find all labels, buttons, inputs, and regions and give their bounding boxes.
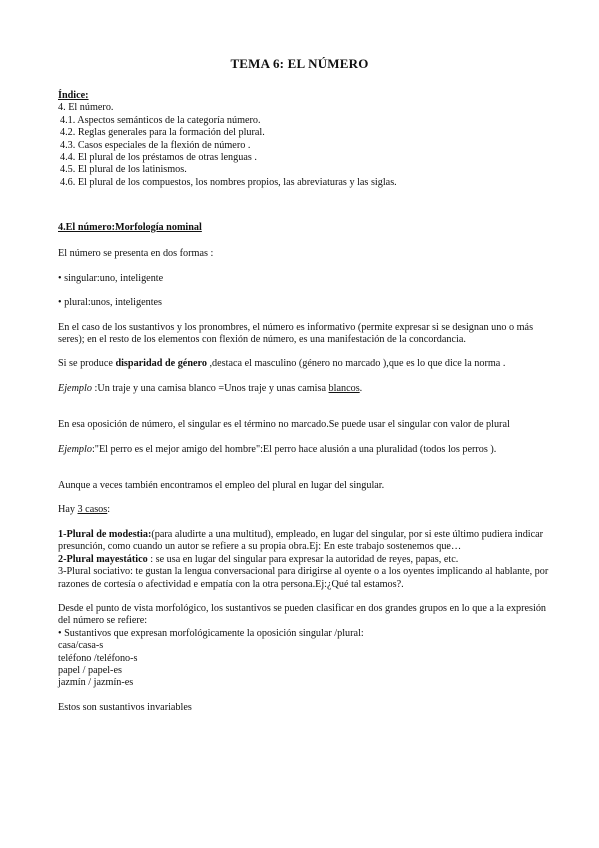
index-item: 4.6. El plural de los compuestos, los nombres propios, las abreviaturas y las siglas. bbox=[60, 176, 397, 188]
index-item: 4. El número. bbox=[58, 102, 114, 114]
example-word: papel / papel-es bbox=[58, 664, 122, 676]
example-label: Ejemplo bbox=[58, 382, 92, 394]
plural-item: • plural:unos, inteligentes bbox=[58, 297, 163, 309]
cases-intro bbox=[58, 504, 550, 516]
index-item: 4.3. Casos especiales de la flexión de número . bbox=[60, 139, 251, 151]
section-heading: 4.El número:Morfología nominal bbox=[58, 222, 202, 233]
underlined-word: blancos bbox=[328, 382, 360, 394]
intro-paragraph: El número se presenta en dos formas : bbox=[58, 248, 214, 260]
underlined-cases: 3 casos bbox=[77, 504, 108, 516]
text-run: Hay bbox=[58, 504, 78, 516]
case-1-text: (para aludirte a una multitud), empleado, en lugar del singular, por si este último pudiera indicar presunción, como cuando un autor se refiere a su propia obra.Ej: En este trabajo sostenemos que… bbox=[58, 528, 544, 553]
document-title: TEMA 6: EL NÚMERO bbox=[230, 56, 369, 71]
index-item: 4.5. El plural de los latinismos. bbox=[60, 164, 187, 176]
example-1 bbox=[58, 383, 550, 395]
index-item: 4.4. El plural de los préstamos de otras lenguas . bbox=[60, 152, 257, 164]
paragraph-unmarked-singular: En esa oposición de número, el singular es el término no marcado.Se puede usar el singular con valor de plural bbox=[58, 419, 510, 431]
paragraph-gender-disparity bbox=[58, 358, 550, 370]
case-2-title: 2-Plural mayestático bbox=[58, 553, 148, 565]
text-run: . bbox=[359, 382, 363, 394]
text-run: :Un traje y una camisa blanco =Unos traje y unas camisa bbox=[91, 382, 329, 394]
paragraph-morphology: Desde el punto de vista morfológico, los sustantivos se pueden clasificar en dos grandes grupos en lo que a la expresión del número se refiere: bbox=[58, 602, 547, 627]
section-content bbox=[58, 222, 550, 714]
bold-term: disparidad de género bbox=[115, 358, 207, 370]
table-of-contents bbox=[58, 90, 558, 189]
example-word: jazmín / jazmín-es bbox=[58, 677, 134, 689]
index-heading: Índice: bbox=[58, 90, 89, 101]
index-item: 4.2. Reglas generales para la formación del plural. bbox=[60, 127, 265, 139]
case-2 bbox=[58, 554, 550, 566]
example-word: casa/casa-s bbox=[58, 640, 104, 652]
text-run: :"El perro es el mejor amigo del hombre":El perro hace alusión a una pluralidad (todos los perros ). bbox=[91, 443, 497, 455]
case-1-title: 1-Plural de modestia: bbox=[58, 528, 152, 540]
paragraph-plural-usage: Aunque a veces también encontramos el empleo del plural en lugar del singular. bbox=[58, 480, 385, 492]
paragraph-invariable: Estos son sustantivos invariables bbox=[58, 701, 192, 713]
example-word: teléfono /teléfono-s bbox=[58, 652, 138, 664]
paragraph-informative: En el caso de los sustantivos y los pronombres, el número es informativo (permite expresar si se designan uno o más seres); en el resto de los elementos con flexión de número, es una manifestación de la concordancia. bbox=[58, 321, 534, 346]
bullet-item: • Sustantivos que expresan morfológicamente la oposición singular /plural: bbox=[58, 627, 364, 639]
example-label: Ejemplo bbox=[58, 443, 92, 455]
case-1 bbox=[58, 529, 550, 554]
text-run: ,destaca el masculino (género no marcado ),que es lo que dice la norma . bbox=[206, 358, 506, 370]
singular-item: • singular:uno, inteligente bbox=[58, 272, 164, 284]
example-2 bbox=[58, 444, 550, 456]
text-run: : bbox=[107, 504, 111, 516]
index-item: 4.1. Aspectos semánticos de la categoría número. bbox=[60, 114, 261, 126]
case-3: 3-Plural sociativo: te gustan la lengua conversacional para dirigirse al oyente o a los oyentes implicando al hablante, por razones de cortesía o afectividad e empatía con la otra persona.Ej:¿Qué tal estamos?. bbox=[58, 566, 549, 590]
case-2-text: : se usa en lugar del singular para expresar la autoridad de reyes, papas, etc. bbox=[147, 553, 459, 565]
text-run: Si se produce bbox=[58, 358, 116, 370]
